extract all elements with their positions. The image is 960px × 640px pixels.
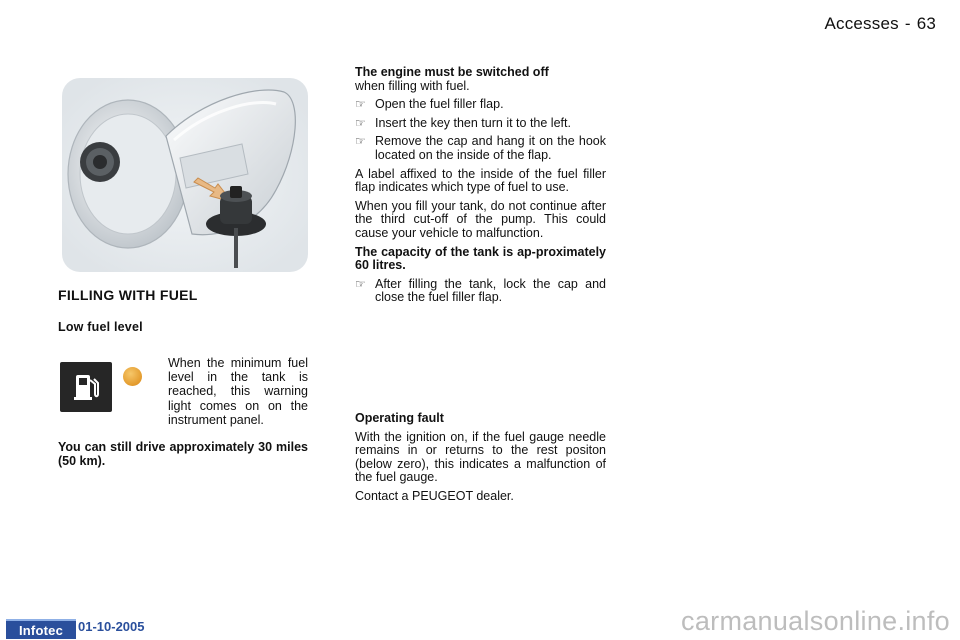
engine-note-rest: when filling with fuel.	[355, 78, 470, 93]
page-number: 63	[916, 14, 936, 33]
pointing-hand-icon: ☞	[355, 97, 366, 112]
pointing-hand-icon: ☞	[355, 276, 366, 291]
step-remove-cap: Remove the cap and hang it on the hook located on the inside of the flap.	[375, 134, 606, 162]
step-insert-key: Insert the key then turn it to the left.	[375, 115, 571, 130]
pointing-hand-icon: ☞	[355, 115, 366, 130]
engine-note-bold: The engine must be switched off	[355, 65, 549, 79]
filling-title: FILLING WITH FUEL	[58, 287, 198, 303]
list-item	[355, 117, 606, 131]
footer-date: 01-10-2005	[78, 619, 145, 634]
fault-contact: Contact a PEUGEOT dealer.	[355, 488, 514, 503]
watermark: carmanualsonline.info	[681, 606, 950, 636]
header-separator: -	[904, 14, 911, 33]
section-name: Accesses	[824, 14, 899, 33]
page-header	[824, 14, 936, 34]
capacity-note: The capacity of the tank is ap-proximately 60 litres.	[355, 244, 606, 273]
low-fuel-title: Low fuel level	[58, 320, 143, 334]
fault-section	[355, 412, 606, 509]
drive-range-note: You can still drive approximately 30 miles (50 km).	[58, 440, 308, 468]
step-open-flap: Open the fuel filler flap.	[375, 97, 504, 112]
infotec-logo: Infotec	[6, 619, 76, 639]
fuel-pump-icon	[60, 362, 112, 412]
list-item	[355, 278, 606, 305]
procedure-column	[355, 66, 606, 310]
engine-note	[355, 66, 606, 93]
pointing-hand-icon: ☞	[355, 134, 366, 149]
list-item	[355, 98, 606, 112]
step-lock-cap: After filling the tank, lock the cap and close the fuel filler flap.	[375, 276, 606, 305]
fuel-cap-illustration	[62, 78, 308, 272]
low-fuel-description: When the minimum fuel level in the tank is reached, this warning light comes on on the instrument panel.	[168, 356, 308, 427]
cutoff-note: When you fill your tank, do not continue after the third cut-off of the pump. This could cause your vehicle to malfunction.	[355, 198, 606, 240]
fault-title: Operating fault	[355, 411, 444, 425]
list-item	[355, 135, 606, 162]
fault-text: With the ignition on, if the fuel gauge needle remains in or returns to the rest positon (below zero), this indicates a malfunction of the fuel gauge.	[355, 429, 606, 485]
warning-light-icon	[123, 367, 142, 386]
label-note: A label affixed to the inside of the fuel filler flap indicates which type of fuel to use.	[355, 166, 606, 195]
